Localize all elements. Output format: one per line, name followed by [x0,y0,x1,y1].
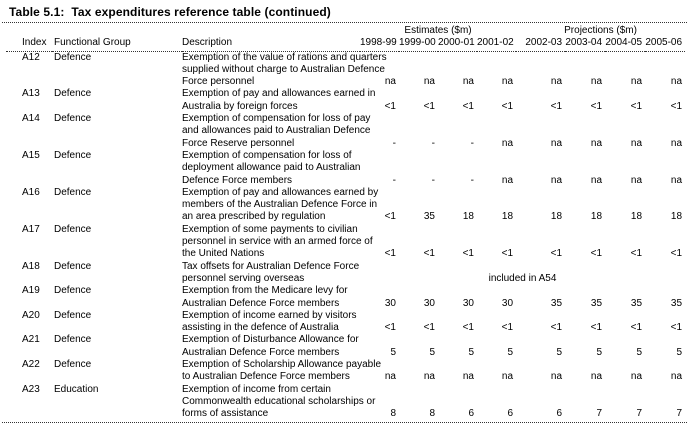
row-value: 35 [670,297,683,309]
row-value: <1 [550,248,563,260]
row-functional-group: Defence [54,186,92,198]
row-description: Exemption of pay and allowances earned in Australia by foreign forces [182,88,376,112]
row-value: na [630,76,643,88]
row-index: A17 [22,223,40,235]
row-value: <1 [384,322,396,334]
row-functional-group: Defence [54,113,92,125]
row-value: <1 [423,322,435,334]
column-header-description: Description [182,37,360,51]
row-value: - [470,174,474,186]
row-value: na [501,174,514,186]
row-description: Exemption of income from certain Commonwealth educational scholarships or forms of assistance [182,383,376,420]
row-value: - [392,137,396,149]
row-value: <1 [501,248,514,260]
column-header-year-1999-00: 1999-00 [399,37,438,51]
row-index: A18 [22,260,40,272]
estimates-group-header: Estimates ($m) [404,25,472,36]
row-value: <1 [423,100,435,112]
row-value: na [670,76,683,88]
row-value: 5 [596,346,603,358]
row-value: 30 [462,297,474,309]
row-value: 30 [501,297,514,309]
row-value: 35 [630,297,643,309]
row-value: 5 [390,346,396,358]
table-row [6,310,685,335]
row-value: na [670,174,683,186]
group-header-spacer [6,24,360,37]
column-header-index: Index [6,37,52,51]
row-value: <1 [501,322,514,334]
row-value: na [550,76,563,88]
column-header-year-2001-02: 2001-02 [477,37,516,51]
row-functional-group: Defence [54,285,92,297]
table-row [6,384,685,421]
table-row [6,334,685,359]
row-value: 7 [676,408,683,420]
row-value: <1 [384,211,396,223]
row-value: 18 [462,211,474,223]
tax-expenditures-table [6,24,685,421]
row-index: A16 [22,186,40,198]
row-value: - [470,137,474,149]
row-value: 8 [390,408,396,420]
row-value: na [423,371,435,383]
row-index: A12 [22,51,40,63]
group-header-row [6,24,685,37]
row-value: 5 [468,346,474,358]
row-functional-group: Defence [54,149,92,161]
projections-group-header: Projections ($m) [564,25,637,36]
row-value: <1 [590,248,603,260]
row-value: na [384,76,396,88]
row-functional-group: Education [54,383,99,395]
table-row [6,187,685,224]
row-value: na [550,174,563,186]
column-header-year-2004-05: 2004-05 [605,37,645,51]
row-value: 35 [550,297,563,309]
row-description: Exemption of the value of rations and quarters supplied without charge to Australian Defence Force personnel [182,51,387,88]
row-value: na [501,76,514,88]
row-value: 18 [630,211,643,223]
row-value: na [462,371,474,383]
row-value: <1 [630,248,643,260]
row-value: 7 [636,408,643,420]
row-value: <1 [630,100,643,112]
row-value: <1 [462,100,474,112]
row-value: na [670,137,683,149]
row-value: 18 [501,211,514,223]
row-value: na [590,371,603,383]
row-description: Exemption of Scholarship Allowance payable to Australian Defence Force members [182,359,382,383]
row-value: <1 [550,322,563,334]
row-value: na [590,174,603,186]
row-note: included in A54 [488,272,557,284]
row-value: 35 [590,297,603,309]
row-value: <1 [670,322,683,334]
table-row [6,88,685,113]
row-value: 18 [590,211,603,223]
row-description: Exemption of income earned by visitors assisting in the defence of Australia [182,309,357,334]
row-value: - [431,137,435,149]
column-header-row [6,37,685,51]
row-value: 35 [423,211,435,223]
row-description: Tax offsets for Australian Defence Force personnel serving overseas [182,260,360,284]
table-body [6,51,685,420]
row-value: 5 [429,346,435,358]
row-functional-group: Defence [54,334,92,346]
column-header-year-1998-99: 1998-99 [360,37,399,51]
row-index: A21 [22,334,40,346]
row-value: na [630,137,643,149]
row-value: <1 [670,100,683,112]
row-value: na [590,76,603,88]
row-value: na [550,137,563,149]
table-row [6,261,685,286]
row-value: 7 [596,408,603,420]
row-index: A14 [22,113,40,125]
row-value: - [431,174,435,186]
table-bottom-rule [2,422,687,423]
column-header-year-2002-03: 2002-03 [516,37,565,51]
row-value: 30 [423,297,435,309]
row-value: 5 [556,346,563,358]
row-description: Exemption from the Medicare levy for Australian Defence Force members [182,285,348,309]
row-value: <1 [630,322,643,334]
row-value: 30 [384,297,396,309]
row-value: na [501,137,514,149]
row-value: 6 [507,408,514,420]
table-row [6,113,685,150]
row-value: na [670,371,683,383]
row-value: na [630,174,643,186]
row-value: na [630,371,643,383]
table-row [6,51,685,88]
row-index: A20 [22,309,40,321]
row-value: 5 [507,346,514,358]
row-value: na [384,371,396,383]
column-header-year-2003-04: 2003-04 [565,37,605,51]
column-header-year-2005-06: 2005-06 [645,37,685,51]
row-description: Exemption of Disturbance Allowance for Australian Defence Force members [182,334,359,358]
column-header-year-2000-01: 2000-01 [438,37,477,51]
row-value: 18 [550,211,563,223]
table-row [6,359,685,384]
row-functional-group: Defence [54,260,92,272]
row-functional-group: Defence [54,223,92,235]
table-title: Table 5.1: Tax expenditures reference table (continued) [2,3,687,23]
row-functional-group: Defence [54,88,92,100]
row-value: <1 [590,100,603,112]
row-value: <1 [550,100,563,112]
row-description: Exemption of pay and allowances earned by members of the Australian Defence Force in an area prescribed by regulation [182,186,379,223]
row-index: A13 [22,88,40,100]
row-value: <1 [670,248,683,260]
row-value: <1 [462,322,474,334]
row-value: 18 [670,211,683,223]
row-value: <1 [462,248,474,260]
row-value: na [550,371,563,383]
row-value: na [423,76,435,88]
row-description: Exemption of compensation for loss of pay and allowances paid to Australian Defence Force Reserve personnel [182,113,371,149]
row-description: Exemption of compensation for loss of deployment allowance paid to Australian Defence Force members [182,149,361,186]
row-index: A22 [22,359,40,371]
row-value: 5 [676,346,683,358]
row-value: <1 [590,322,603,334]
row-value: na [590,137,603,149]
row-index: A15 [22,149,40,161]
row-index: A19 [22,285,40,297]
row-value: na [462,76,474,88]
row-value: 5 [636,346,643,358]
row-functional-group: Defence [54,359,92,371]
row-value: 6 [468,408,474,420]
table-row [6,150,685,187]
row-value: <1 [423,248,435,260]
row-functional-group: Defence [54,309,92,321]
row-value: 6 [556,408,563,420]
row-value: 8 [429,408,435,420]
table-row [6,224,685,261]
table-header [6,24,685,51]
row-value: na [501,371,514,383]
table-row [6,285,685,310]
row-functional-group: Defence [54,51,92,63]
row-value: <1 [384,100,396,112]
row-value: - [392,174,396,186]
column-header-functional-group: Functional Group [52,37,182,51]
row-value: <1 [501,100,514,112]
row-index: A23 [22,383,40,395]
row-description: Exemption of some payments to civilian personnel in service with an armed force of the United Nations [182,223,373,260]
row-value: <1 [384,248,396,260]
